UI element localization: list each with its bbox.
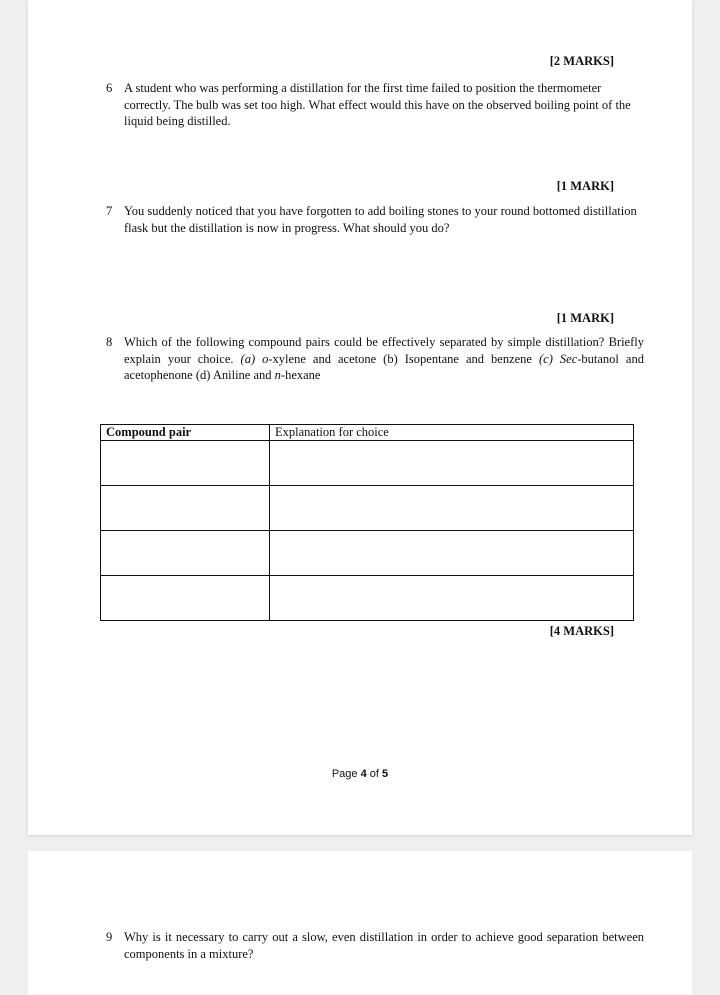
answer-table (100, 424, 634, 621)
option-a-text: -xylene and acetone (b) Isopentane and benzene (268, 351, 539, 366)
option-d-text: -hexane (280, 368, 321, 382)
question-text: A student who was performing a distillation for the first time failed to position the thermometer correctly. The bulb was set too high. What effect would this have on the observed boiling point of the liquid being distilled. (124, 81, 631, 128)
question-text: You suddenly noticed that you have forgotten to add boiling stones to your round bottomed distillation flask but the distillation is now in progress. What should you do? (124, 204, 637, 235)
answer-cell[interactable] (270, 576, 634, 621)
table-row (101, 531, 634, 576)
option-c-text: -butanol and acetophenone (d) Aniline and (124, 351, 644, 382)
question-text: Why is it necessary to carry out a slow, even distillation in order to achieve good separation between components in a mixture? (124, 930, 644, 961)
answer-cell[interactable] (270, 486, 634, 531)
footer-total-pages: 5 (382, 768, 389, 780)
document-page-5 (28, 851, 692, 995)
question-number: 9 (106, 930, 113, 944)
option-a-label: (a) (240, 351, 263, 366)
answer-cell[interactable] (270, 531, 634, 576)
answer-cell[interactable] (270, 441, 634, 486)
answer-cell[interactable] (101, 576, 270, 621)
page-number-footer (28, 768, 692, 780)
answer-cell[interactable] (101, 531, 270, 576)
marks-label: [2 MARKS] (549, 54, 614, 68)
question-number: 8 (106, 335, 113, 349)
footer-current-page: 4 (360, 768, 367, 780)
question-6 (106, 80, 644, 130)
table-header-row (101, 425, 634, 441)
option-c-label: (c) Sec (539, 351, 578, 366)
question-text (124, 334, 644, 384)
question-intro: Which of the following compound pairs could be effectively separated by simple distillation? Briefly explain your choice. (124, 335, 644, 366)
document-page-4 (28, 0, 692, 835)
question-number: 6 (106, 81, 113, 95)
footer-page-word: Page (331, 768, 361, 780)
column-header-explanation: Explanation for choice (270, 425, 634, 441)
answer-cell[interactable] (101, 486, 270, 531)
question-7 (106, 203, 644, 236)
table-row (101, 486, 634, 531)
footer-of-word: of (366, 768, 383, 780)
column-header-compound-pair: Compound pair (101, 425, 270, 441)
option-d-prefix: n (274, 368, 281, 382)
marks-label: [1 MARK] (556, 311, 614, 325)
marks-label: [1 MARK] (556, 179, 614, 193)
table-row (101, 576, 634, 621)
question-number: 7 (106, 204, 113, 218)
option-a-prefix: o (262, 351, 269, 366)
question-9 (106, 929, 644, 962)
question-8 (106, 334, 644, 384)
answer-cell[interactable] (101, 441, 270, 486)
marks-label: [4 MARKS] (549, 624, 614, 638)
table-row (101, 441, 634, 486)
